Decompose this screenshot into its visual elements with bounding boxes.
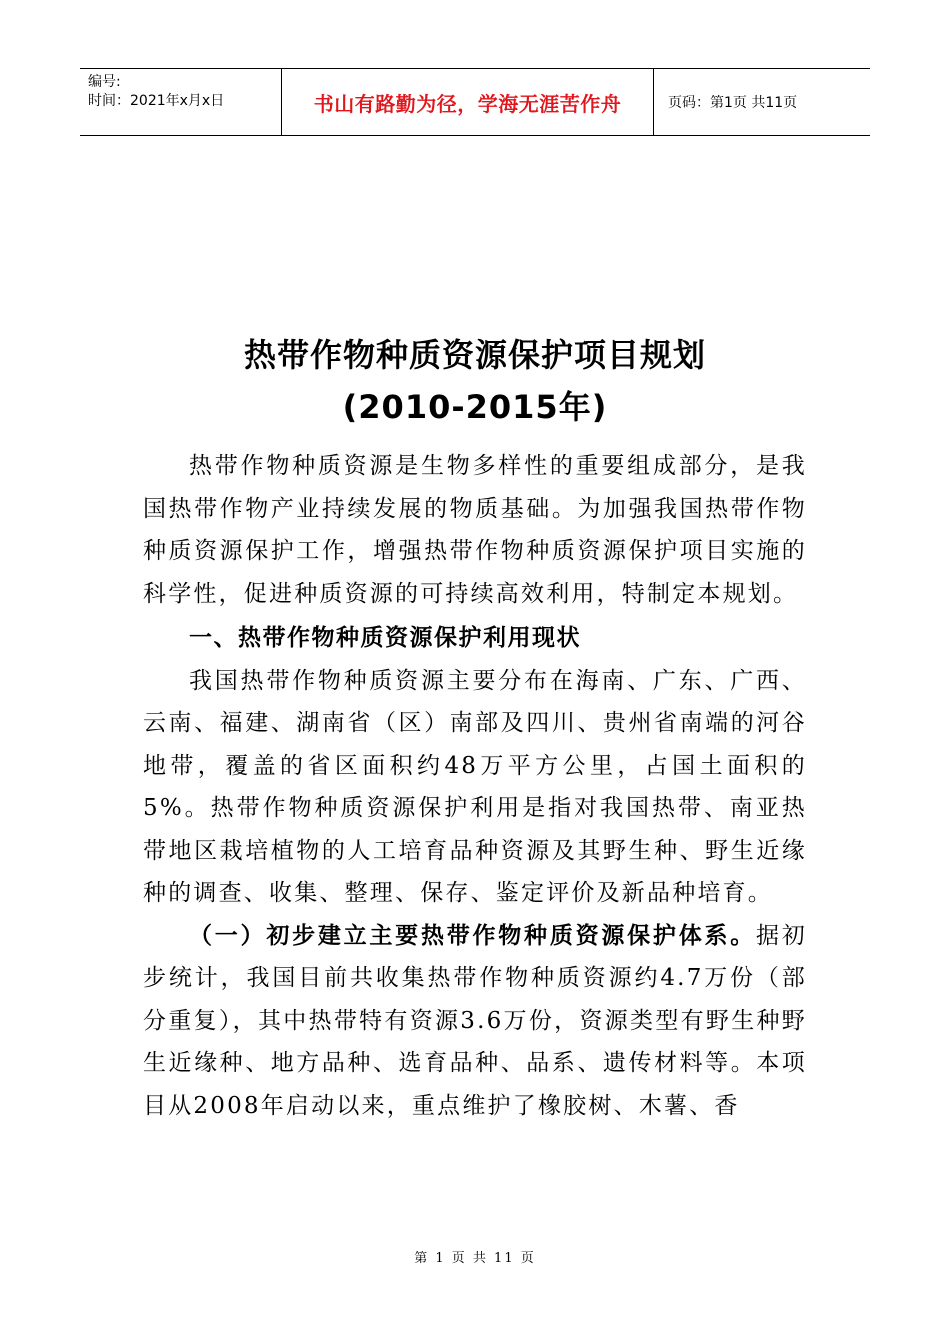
intro-paragraph: 热带作物种质资源是生物多样性的重要组成部分，是我国热带作物产业持续发展的物质基础。为加强我国热带作物种质资源保护工作，增强热带作物种质资源保护项目实施的科学性，促进种质资源的可持续高效利用，特制定本规划。 (143, 453, 807, 607)
section-heading: 一、热带作物种质资源保护利用现状 (189, 625, 581, 651)
date-label: 时间：2021年x月x日 (88, 93, 225, 109)
subsection-paragraph (143, 915, 807, 1128)
header-motto: 书山有路勤为径，学海无涯苦作舟 (282, 69, 654, 135)
document-header (80, 68, 870, 136)
header-meta-cell (80, 69, 282, 135)
header-page-info: 页码：第1页 共11页 (668, 95, 798, 111)
section-paragraph: 我国热带作物种质资源主要分布在海南、广东、广西、云南、福建、湖南省（区）南部及四川、贵州省南端的河谷地带，覆盖的省区面积约48万平方公里，占国土面积的5%。热带作物种质资源保护利用是指对我国热带、南亚热带地区栽培植物的人工培育品种资源及其野生种、野生近缘种的调查、收集、整理、保存、鉴定评价及新品种培育。 (143, 667, 807, 906)
document-body (143, 445, 807, 1127)
subsection-text: 据初步统计，我国目前共收集热带作物种质资源约4.7万份（部分重复），其中热带特有资源3.6万份，资源类型有野生种野生近缘种、地方品种、选育品种、品系、遗传材料等。本项目从2008年启动以来，重点维护了橡胶树、木薯、香 (143, 922, 807, 1119)
page-footer: 第 1 页 共 11 页 (414, 1251, 536, 1266)
subsection-heading: （一）初步建立主要热带作物种质资源保护体系。 (189, 921, 757, 949)
document-title: 热带作物种质资源保护项目规划 (243, 336, 706, 374)
document-subtitle-years: (2010-2015年) (342, 388, 608, 426)
number-label: 编号: (88, 74, 121, 90)
